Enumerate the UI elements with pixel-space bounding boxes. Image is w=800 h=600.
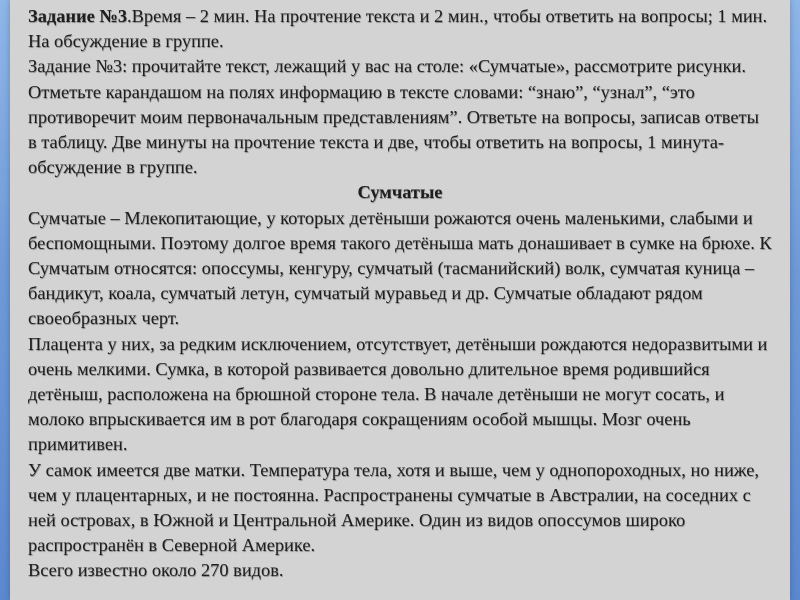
article-paragraph-3: У самок имеется две матки. Температура тела, хотя и выше, чем у однопороходных, но ниже, чем у плацентарных, и не постоянна. Распространены сумчатые в Австралии, на соседних с ней островах, в Южной и Центральной Америке. Один из видов опоссумов широко распространён в Северной Америке.: [28, 459, 760, 556]
task-instructions: [28, 4, 772, 54]
article-title: Сумчатые: [357, 182, 443, 203]
slide-content: [28, 4, 772, 584]
article-paragraph-2: Плацента у них, за редким исключением, отсутствует, детёныши рождаются недоразвитыми и очень мелкими. Сумка, в которой развивается довольно длительное время родившийся детёныш, расположена на брюшной стороне тела. В начале детёныши не могут сосать, и молоко впрыскивается им в рот благодаря сокращениям особой мышцы. Мозг очень примитивен.: [28, 333, 768, 455]
article-paragraph-4: Всего известно около 270 видов.: [28, 560, 284, 581]
task-timing-text: .Время – 2 мин. На прочтение текста и 2 мин., чтобы ответить на вопросы; 1 мин. На обсуждение в группе.: [28, 6, 768, 52]
task-label: Задание №3: [28, 6, 128, 26]
article-paragraph-1: Сумчатые – Млекопитающие, у которых детёныши рожаются очень маленькими, слабыми и беспомощными. Поэтому долгое время такого детёныша мать донашивает в сумке на брюхе. К Сумчатым относятся: опоссумы, кенгуру, сумчатый (тасманийский) волк, сумчатая куница – бандикут, коала, сумчатый летун, сумчатый муравьед и др. Сумчатые обладают рядом своеобразных черт.: [28, 207, 772, 329]
task-description: Задание №3: прочитайте текст, лежащий у вас на столе: «Сумчатые», рассмотрите рисунки. Отметьте карандашом на полях информацию в тексте словами: “знаю”, “узнал”, “это противоречит моим первоначальным представлениям”. Ответьте на вопросы, записав ответы в таблицу. Две минуты на прочтение текста и две, чтобы ответить на вопросы, 1 минута-обсуждение в группе.: [28, 56, 759, 178]
text-panel: [10, 0, 790, 600]
